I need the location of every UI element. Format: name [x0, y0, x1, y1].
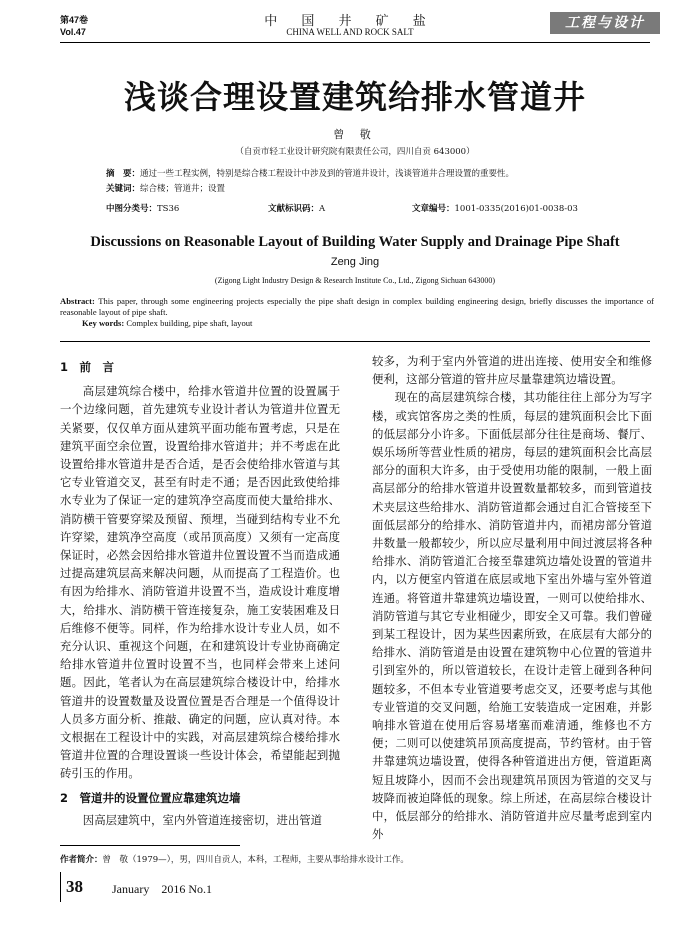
section-badge: 工程与设计	[550, 12, 660, 34]
doc-code-value: A	[319, 204, 326, 214]
right-paragraph-continued: 较多，为利于室内外管道的进出连接、使用安全和维修便利，这部分管道的管井应尽量靠建筑边墙设置。	[372, 354, 652, 387]
clc-value: TS36	[157, 204, 180, 214]
abstract-en-label: Abstract:	[60, 296, 95, 306]
article-no-label: 文章编号：	[412, 204, 455, 214]
article-no	[412, 203, 578, 216]
author-en: Zeng Jing	[330, 256, 380, 268]
volume-cn: 第47卷	[60, 15, 89, 25]
right-paragraph: 现在的高层建筑综合楼，其功能往往上部分为写字楼，或宾馆客房之类的性质，每层的建筑面积会比下面的低层部分小许多。下面低层部分往往是商场、餐厅、娱乐场所等营业性质的裙房，每层的建筑面积会比高层部分的面积大许多，由于受使用功能的限制，一般上面高层部分的给排水管道井设置数量都较多，而到管道技术夹层这些给排水、消防管道都会通过自汇合管接至下面低层部分的给排水、消防管道井内，而裙房部分管道井数量一般都较少，所以应尽量利用中间过渡层将各种给排水、消防管道汇合接至靠建筑边墙处设置的管道井内，以方便室内管道在底层或地下室出外墙与室外管道连通。将管道井靠建筑边墙设置，一则可以使给排水、消防管道与其它专业相碰少，即安全又可靠。我们曾碰到某工程设计，因为某些因素所致，在底层有大部分的给排水、消防管道是由设置在建筑物中心位置的管道井引到室外的，所以管道较长，在设计走管上碰到各种问题较多，不但本专业管道要考虑交叉，还要考虑与其他专业管道的交叉问题，给施工安装造成一定困难，并影响排水管道在使用后容易堵塞而难清通，维修也不方便；二则可以使建筑吊顶高度提高，节约管材。由于管井靠建筑边墙设置，使得各种管道进出方便，管道距离短且坡降小，因而不会出现建筑吊顶因为管道的交叉与坡降而被迫降低的现象。综上所述，在高层综合楼设计中，低层部分的给排水、消防管道井应尽量考虑到室内外	[372, 390, 652, 842]
keywords-cn	[106, 183, 225, 196]
keywords-cn-label: 关键词：	[106, 184, 141, 194]
section-2-heading: 2 管道井的设置位置应靠建筑边墙	[60, 790, 241, 805]
right-column	[372, 352, 652, 843]
author-cn: 曾 敬	[333, 128, 377, 141]
footnote-text: 曾 敬（1979—），男，四川自贡人，本科，工程师，主要从事给排水设计工作。	[102, 855, 409, 865]
keywords-cn-text: 综合楼；管道井；设置	[140, 184, 226, 194]
keywords-en-label: Key words:	[82, 318, 125, 328]
author-footnote	[60, 853, 409, 865]
affiliation-en: (Zigong Light Industry Design & Research Institute Co., Ltd., Zigong Sichuan 643000)	[214, 276, 496, 285]
page-number: 38	[66, 877, 83, 896]
section-1-heading: 1 前 言	[60, 360, 115, 374]
journal-name-en: CHINA WELL AND ROCK SALT	[286, 27, 414, 37]
page-date: January 2016 No.1	[112, 882, 212, 896]
header-rule	[60, 42, 650, 43]
clc	[106, 203, 179, 216]
abstract-en	[60, 296, 654, 318]
abstract-cn-label: 摘 要：	[106, 169, 141, 179]
page-bar	[60, 872, 61, 902]
doc-code-label: 文献标识码：	[268, 204, 320, 214]
doc-code	[268, 203, 325, 216]
footnote-rule	[60, 845, 240, 846]
volume-label	[60, 14, 88, 38]
article-no-value: 1001-0335(2016)01-0038-03	[454, 204, 578, 214]
section-1-paragraph: 高层建筑综合楼中，给排水管道井位置的设置属于一个边缘问题，首先建筑专业设计者认为管道井位置无关紧要，仅仅单方面从建筑平面功能布置考虑，只是在建筑平面空余位置，设置给排水管道井；并不考虑在此设置给排水管道井是否合适，是否会使给排水管道与其它专业管道交叉，甚至有时走不通；是否因此致使给排水专业为了保证一定的建筑净空高度而使大量给排水、消防横干管要穿梁及预留、预埋，当碰到结构专业不允许穿梁，建筑净空高度（或吊顶高度）又须有一定高度保证时，必然会因给排水管道井位置设置不当而造成通过提高建筑层高来解决问题，从而提高了工程造价。也有因为给排水、消防管道井设置不当，造成设计难度增大，给排水、消防横干管连接复杂，施工安装困难及日后维修不便等。同样，作为给排水设计专业人员，如不充分认识、重视这个问题，在和建筑设计专业协商确定给排水管道井位置时设置不当，也同样会带来上述问题。因此，笔者认为在高层建筑综合楼设计中，给排水管道井的设置数量及设置位置是否合理是一个值得设计人员多方面分析、推敲、确定的问题，应认真对待。本文根据在工程设计中的实践，对高层建筑综合楼给排水管道井位置的合理设置谈一些设计体会，希望能起到抛砖引玉的作用。	[60, 384, 340, 781]
clc-label: 中图分类号：	[106, 204, 158, 214]
title-en: Discussions on Reasonable Layout of Building Water Supply and Drainage Pipe Shaft	[90, 234, 620, 250]
abstract-en-text: This paper, through some engineering projects especially the pipe shaft design in complex building engineering design, briefly discusses the importance of reasonable layout of pipe shaft.	[60, 296, 654, 317]
section-2-paragraph: 因高层建筑中，室内外管道连接密切，进出管道	[82, 812, 323, 827]
keywords-en-text: Complex building, pipe shaft, layout	[126, 318, 253, 328]
abstract-rule	[60, 341, 650, 342]
keywords-en	[82, 318, 252, 328]
abstract-cn	[106, 168, 514, 181]
journal-name-cn: 中 国 井 矿 盐	[264, 14, 436, 29]
left-column	[60, 358, 340, 829]
abstract-cn-text: 通过一些工程实例，特别是综合楼工程设计中涉及到的管道井设计，浅谈管道井合理设置的重要性。	[140, 169, 515, 179]
title-cn: 浅谈合理设置建筑给排水管道井	[123, 78, 586, 116]
affiliation-cn: （自贡市轻工业设计研究院有限责任公司，四川自贡 643000）	[235, 147, 475, 157]
footnote-label: 作者简介：	[60, 855, 103, 865]
volume-en: Vol.47	[60, 27, 86, 37]
